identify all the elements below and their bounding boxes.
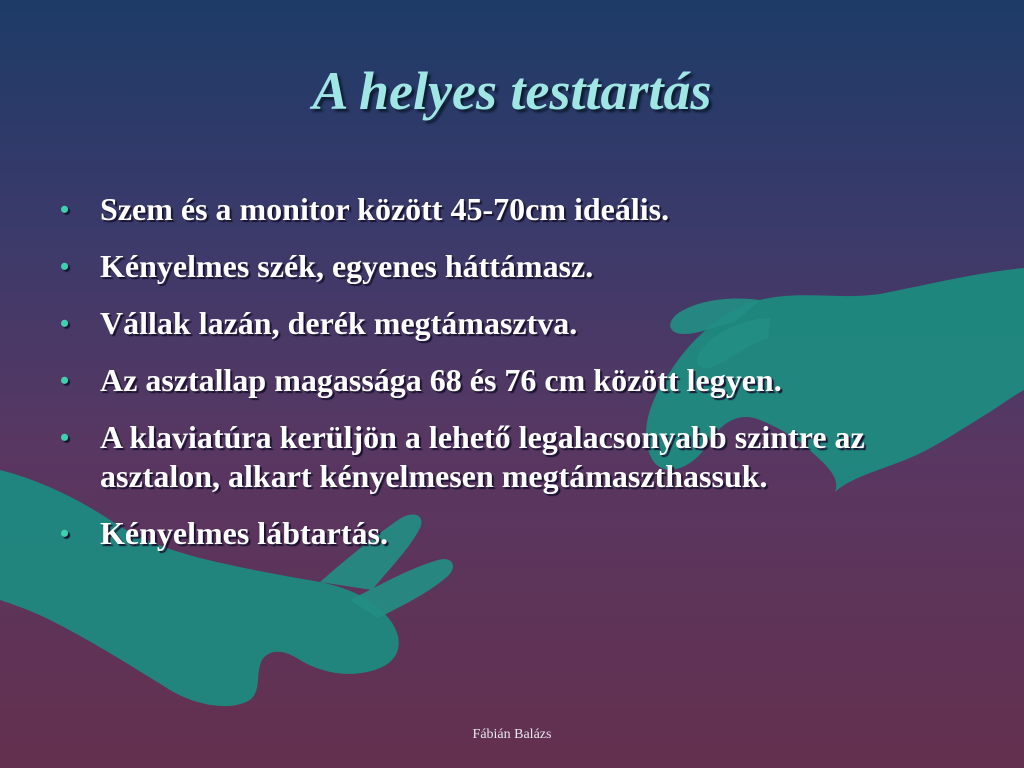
bullet-text: A klaviatúra kerüljön a lehető legalacsonyabb szintre az asztalon, alkart kényelmesen megtámaszthassuk. [100,419,865,494]
bullet-icon: • [60,519,70,548]
slide-footer-author: Fábián Balázs [472,727,552,742]
list-item [58,361,958,400]
bullet-icon: • [60,309,70,338]
bullet-list [58,190,958,571]
bullet-text: Vállak lazán, derék megtámasztva. [100,305,578,341]
bullet-icon: • [60,423,70,452]
bullet-text: Szem és a monitor között 45-70cm ideális. [100,191,670,227]
bullet-text: Kényelmes lábtartás. [100,515,388,551]
bullet-text: Kényelmes szék, egyenes háttámasz. [100,248,594,284]
bullet-icon: • [60,366,70,395]
list-item [58,514,958,553]
bullet-text: Az asztallap magassága 68 és 76 cm között legyen. [100,362,782,398]
list-item [58,247,958,286]
slide-title: A helyes testtartás [312,61,712,121]
list-item [58,190,958,229]
bullet-icon: • [60,195,70,224]
list-item [58,418,958,496]
list-item [58,304,958,343]
bullet-icon: • [60,252,70,281]
